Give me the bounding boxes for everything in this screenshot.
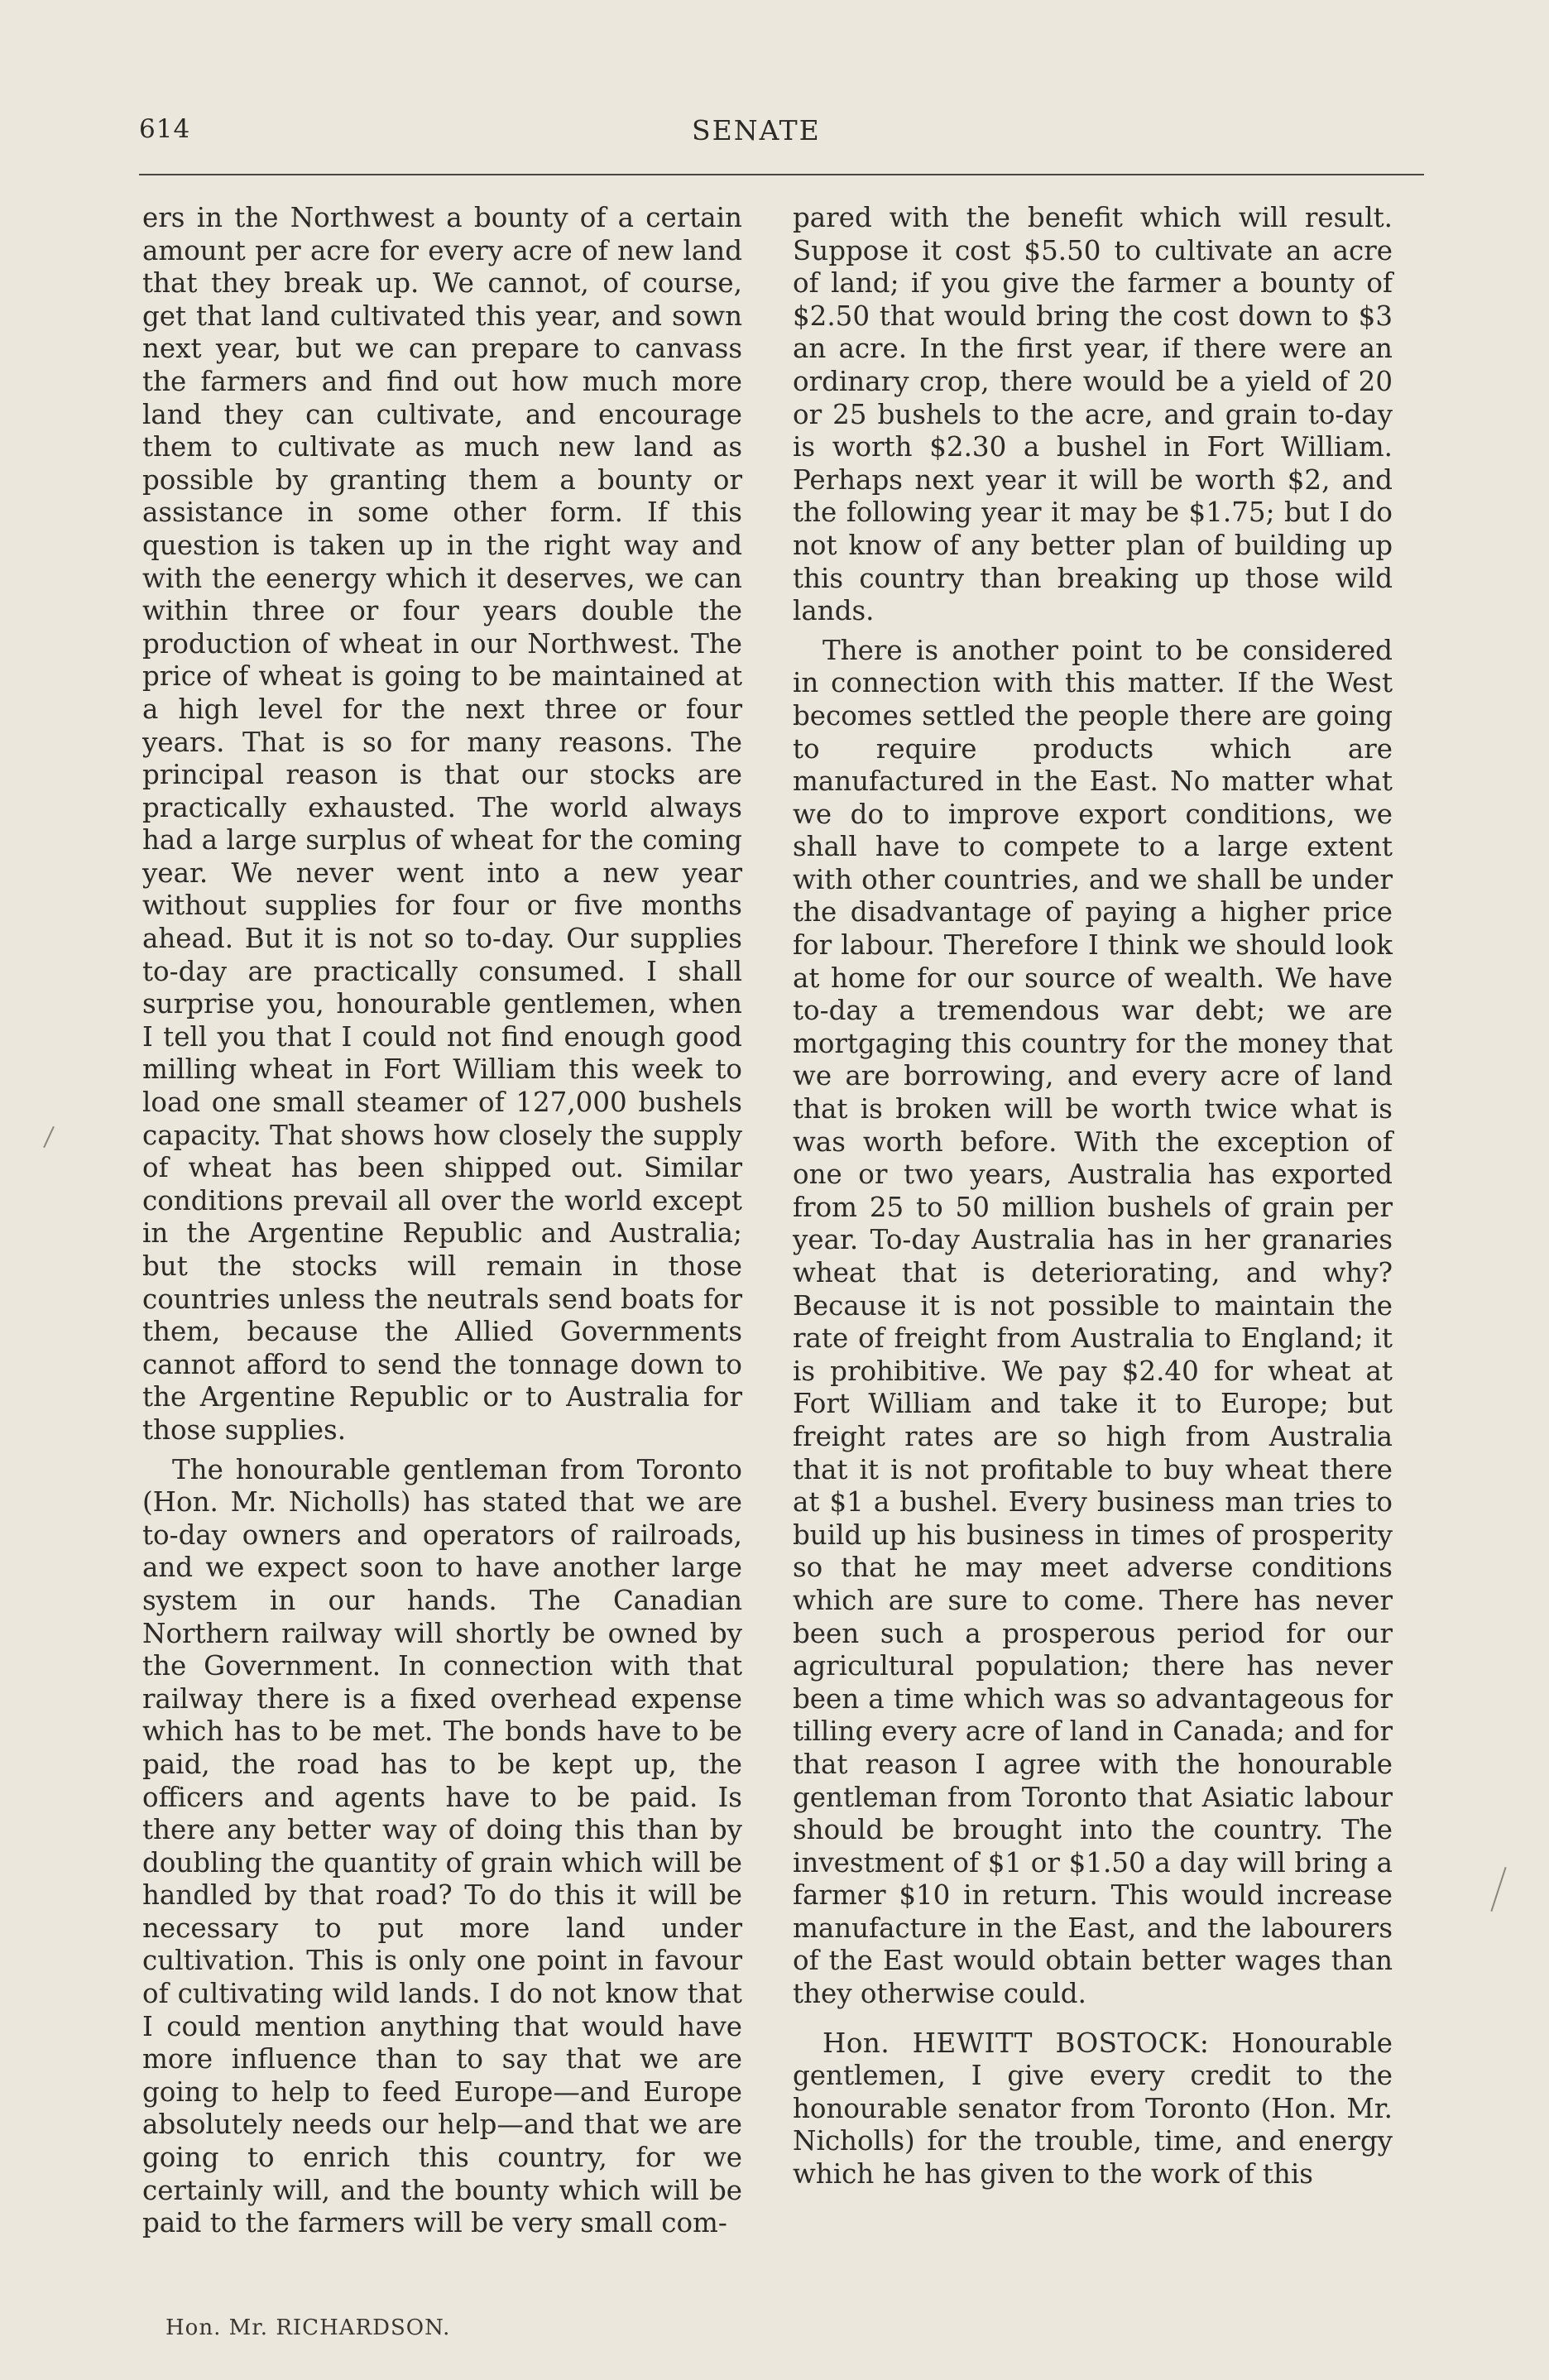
speaker-name: Hon. HEWITT BOSTOCK: (822, 2027, 1210, 2059)
page-header (139, 114, 1424, 156)
speech-text: Honourable gentlemen, I give every credit to the honourable senator from Toronto (Hon. Mr. Nicholls) for the trouble, time, and energy which he has given to the work of this (793, 2027, 1393, 2190)
left-column (142, 202, 742, 2240)
right-column (793, 202, 1393, 2191)
header-rule (139, 174, 1424, 175)
right-paragraph-2: There is another point to be considered in connection with this matter. If the West becomes settled the people there are going to require products which are manufactured in the East. No matter what we do to improve export conditions, we shall have to compete to a large extent with other countries, and we shall be under the disadvantage of paying a higher price for labour. Therefore I think we should look at home for our source of wealth. We have to-day a tremendous war debt; we are mortgaging this country for the money that we are borrowing, and every acre of land that is broken will be worth twice what is was worth before. With the exception of one or two years, Australia has exported from 25 to 50 million bushels of grain per year. To-day Australia has in her granaries wheat that is deteriorating, and why? Because it is not possible to maintain the rate of freight from Australia to England; it is prohibitive. We pay $2.40 for wheat at Fort William and take it to Europe; but freight rates are so high from Australia that it is not profitable to buy wheat there at $1 a bushel. Every business man tries to build up his business in times of prosperity so that he may meet adverse conditions which are sure to come. There has never been such a prosperous period for our agricultural population; there has never been a time which was so advantageous for tilling every acre of land in Canada; and for that reason I agree with the honourable gentleman from Toronto that Asiatic labour should be brought into the country. The investment of $1 or $1.50 a day will bring a farmer $10 in return. This would increase manufacture in the East, and the labourers of the East would obtain better wages than they otherwise could. (793, 634, 1393, 2010)
page-number: 614 (139, 114, 191, 144)
left-paragraph-1: ers in the Northwest a bounty of a certain amount per acre for every acre of new land that they break up. We cannot, of course, get that land cultivated this year, and sown next year, but we can prepare to canvass the farmers and find out how much more land they can cultivate, and encourage them to cultivate as much new land as possible by granting them a bounty or assistance in some other form. If this question is taken up in the right way and with the eenergy which it deserves, we can within three or four years double the production of wheat in our Northwest. The price of wheat is going to be maintained at a high level for the next three or four years. That is so for many reasons. The principal reason is that our stocks are practically exhausted. The world always had a large surplus of wheat for the coming year. We never went into a new year without supplies for four or five months ahead. But it is not so to-day. Our supplies to-day are practically consumed. I shall surprise you, honourable gentlemen, when I tell you that I could not find enough good milling wheat in Fort William this week to load one small steamer of 127,000 bushels capacity. That shows how closely the supply of wheat has been shipped out. Similar conditions prevail all over the world except in the Argentine Republic and Australia; but the stocks will remain in those countries unless the neutrals send boats for them, because the Allied Governments cannot afford to send the tonnage down to the Argentine Republic or to Australia for those supplies. (142, 202, 742, 1446)
footer-note: Hon. Mr. RICHARDSON. (165, 2315, 451, 2337)
running-head: SENATE (692, 114, 821, 146)
speech-paragraph (793, 2027, 1393, 2191)
left-paragraph-2: The honourable gentleman from Toronto (Hon. Mr. Nicholls) has stated that we are to-day owners and operators of railroads, and we expect soon to have another large system in our hands. The Canadian Northern railway will shortly be owned by the Government. In connection with that railway there is a fixed overhead expense which has to be met. The bonds have to be paid, the road has to be kept up, the officers and agents have to be paid. Is there any better way of doing this than by doubling the quantity of grain which will be handled by that road? To do this it will be necessary to put more land under cultivation. This is only one point in favour of cultivating wild lands. I do not know that I could mention anything that would have more influence than to say that we are going to help to feed Europe—and Europe absolutely needs our help—and that we are going to enrich this country, for we certainly will, and the bounty which will be paid to the farmers will be very small com- (142, 1453, 742, 2239)
margin-mark (1490, 1867, 1506, 1912)
margin-mark (43, 1126, 55, 1148)
right-paragraph-1: pared with the benefit which will result. Suppose it cost $5.50 to cultivate an acre of land; if you give the farmer a bounty of $2.50 that would bring the cost down to $3 an acre. In the first year, if there were an ordinary crop, there would be a yield of 20 or 25 bushels to the acre, and grain to-day is worth $2.30 a bushel in Fort William. Perhaps next year it will be worth $2, and the following year it may be $1.75; but I do not know of any better plan of building up this country than breaking up those wild lands. (793, 202, 1393, 627)
